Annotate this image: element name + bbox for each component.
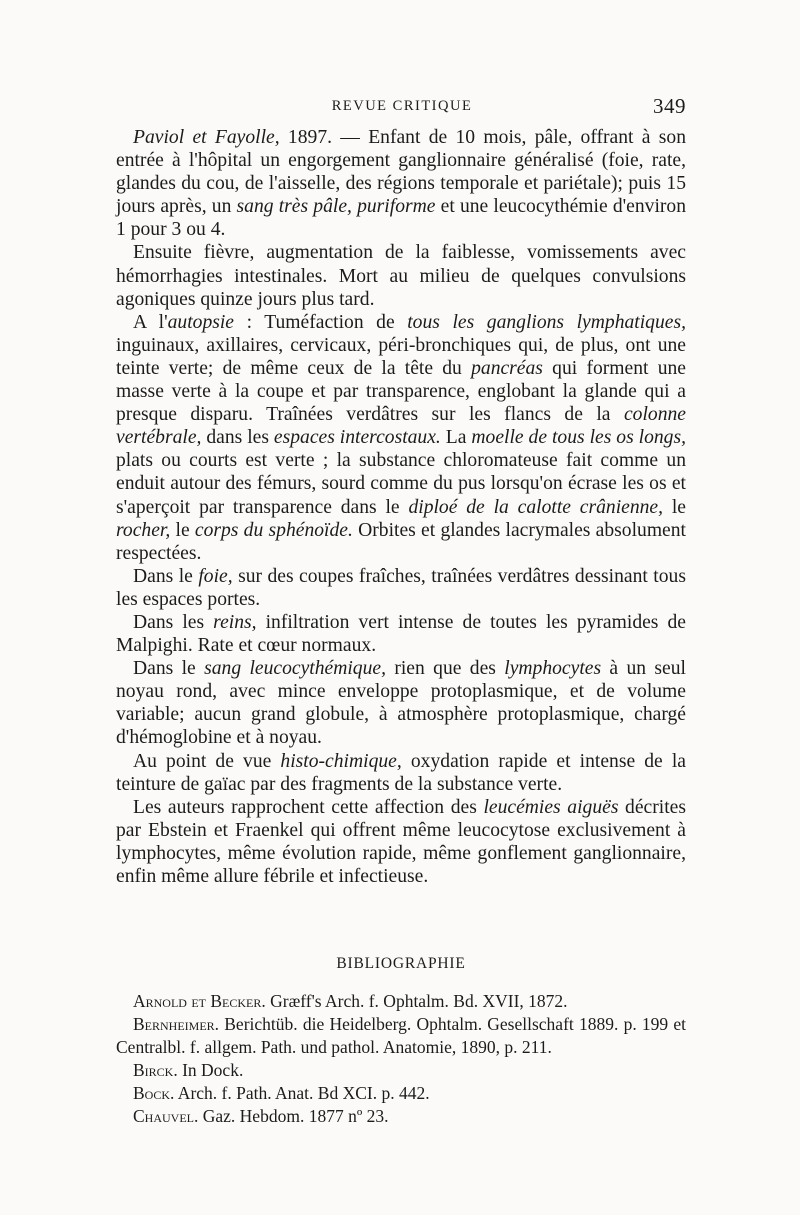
paragraph: Au point de vue histo-chimique, oxydation rapide et intense de la teinture de gaïac par des fragments de la substance verte.: [116, 750, 686, 795]
bibliography-author: Bock.: [133, 1082, 175, 1103]
bibliography-entry: Bernheimer. Berichtüb. die Heidelberg. Ophtalm. Gesellschaft 1889. p. 199 et Centralbl. f. allgem. Path. und pathol. Anatomie, 1890, p. 211.: [116, 1013, 686, 1057]
bibliography-heading: BIBLIOGRAPHIE: [336, 955, 466, 972]
bibliography-entry: Birck. In Dock.: [133, 1059, 244, 1080]
paragraph: A l'autopsie : Tuméfaction de tous les ganglions lymphatiques, inguinaux, axillaires, cervicaux, péri-bronchiques qui, de plus, ont une teinte verte; de même ceux de la tête du pancréas qui forment une masse verte à la coupe et par transparence, englobant la glande qui a presque disparu. Traînées verdâtres sur les flancs de la colonne vertébrale, dans les espaces intercostaux. La moelle de tous les os longs, plats ou courts est verte ; la substance chloromateuse fait comme un enduit autour des fémurs, sourd comme du pus lorsqu'on écrase les os et s'aperçoit par transparence dans le diploé de la calotte crânienne, le rocher, le corps du sphénoïde. Orbites et glandes lacrymales absolument respectées.: [116, 311, 686, 564]
page-number: 349: [653, 94, 686, 118]
paragraph: Ensuite fièvre, augmentation de la faiblesse, vomissements avec hémorrhagies intestinales. Mort au milieu de quelques convulsions agoniques quinze jours plus tard.: [116, 242, 686, 310]
article-body: [116, 126, 686, 888]
bibliography-author: Chauvel.: [133, 1105, 199, 1126]
running-title: REVUE CRITIQUE: [331, 98, 473, 114]
paragraph: Dans les reins, infiltration vert intense de toutes les pyramides de Malpighi. Rate et cœur normaux.: [116, 611, 686, 657]
paragraph: Paviol et Fayolle, 1897. — Enfant de 10 mois, pâle, offrant à son entrée à l'hôpital un engorgement ganglionnaire généralisé (foie, rate, glandes du cou, de l'aisselle, des régions temporale et pariétale); puis 15 jours après, un sang très pâle, puriforme et une leucocythémie d'environ 1 pour 3 ou 4.: [116, 127, 687, 241]
bibliography-author: Birck.: [133, 1059, 178, 1080]
running-header: [118, 94, 686, 120]
bibliography-entry: Chauvel. Gaz. Hebdom. 1877 nº 23.: [133, 1105, 389, 1126]
paragraph: Dans le foie, sur des coupes fraîches, traînées verdâtres dessinant tous les espaces portes.: [116, 565, 686, 610]
bibliography-entry: Arnold et Becker. Græff's Arch. f. Ophtalm. Bd. XVII, 1872.: [133, 991, 568, 1011]
bibliography-list: [116, 990, 686, 1127]
bibliography-entry: Bock. Arch. f. Path. Anat. Bd XCI. p. 442.: [133, 1082, 430, 1103]
bibliography-author: Bernheimer.: [133, 1013, 220, 1034]
bibliography-author: Arnold et Becker.: [133, 991, 266, 1011]
paragraph: Dans le sang leucocythémique, rien que des lymphocytes à un seul noyau rond, avec mince enveloppe protoplasmique, et de volume variable; aucun grand globule, à atmosphère protoplasmique, chargé d'hémoglobine et à noyau.: [116, 658, 686, 749]
case-authors: Paviol et Fayolle,: [133, 127, 280, 148]
paragraph: Les auteurs rapprochent cette affection des leucémies aiguës décrites par Ebstein et Fraenkel qui offrent même leucocytose exclusivement à lymphocytes, même évolution rapide, même gonflement ganglionnaire, enfin même allure fébrile et infectieuse.: [116, 796, 686, 887]
